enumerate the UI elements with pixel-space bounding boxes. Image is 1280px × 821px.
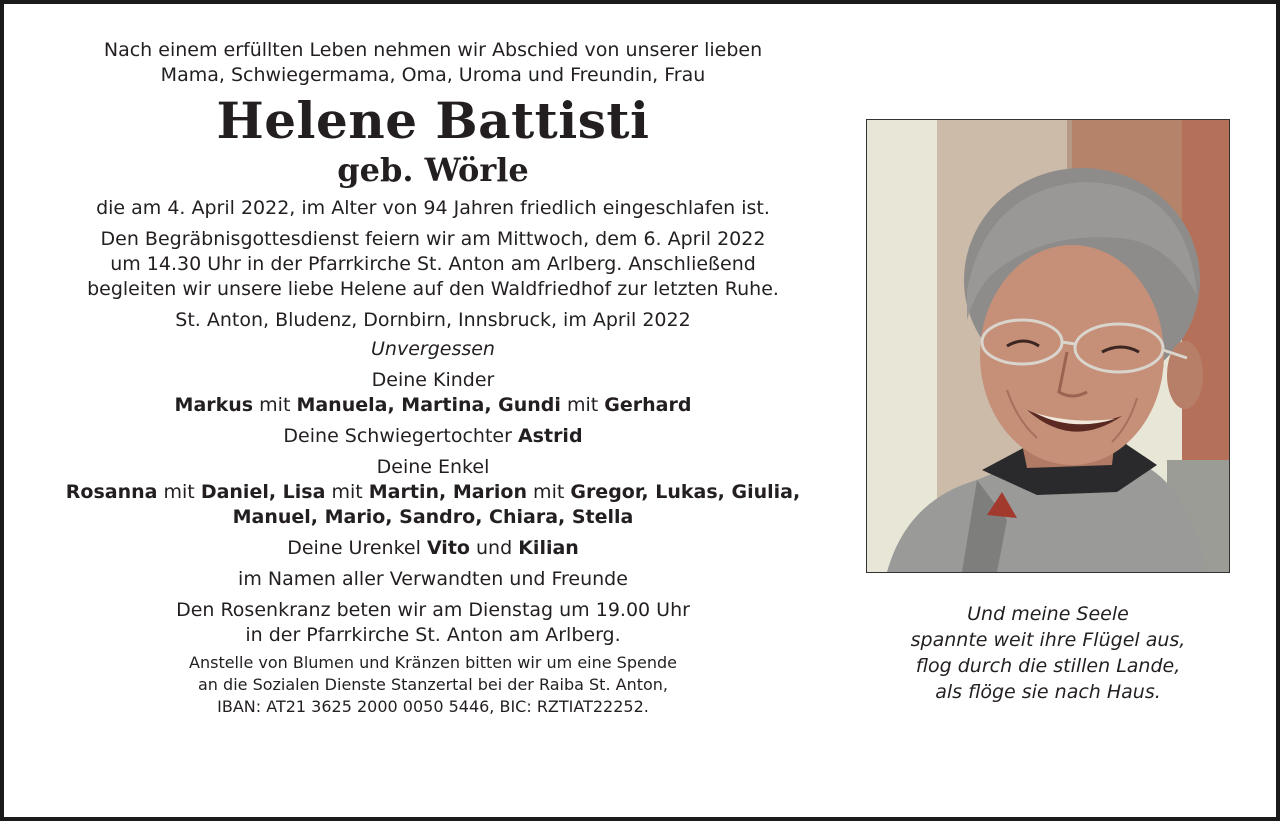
deceased-name: Helene Battisti [216,91,650,150]
funeral-line-2: um 14.30 Uhr in der Pfarrkirche St. Anton am Arlberg. Anschließend [110,253,756,275]
maiden-name: geb. Wörle [337,151,529,189]
funeral-line-3: begleiten wir unsere liebe Helene auf den Waldfriedhof zur letzten Ruhe. [87,278,779,300]
poem [866,601,1230,705]
intro-line-1: Nach einem erfüllten Leben nehmen wir Abschied von unserer lieben [103,39,763,61]
relatives-line: im Namen aller Verwandten und Freunde [238,568,628,590]
grandchildren-heading: Deine Enkel [376,456,490,478]
poem-line-1: Und meine Seele [967,603,1129,625]
unvergessen-line: Unvergessen [371,338,495,360]
donation-line-3: IBAN: AT21 3625 2000 0050 5446, BIC: RZTIAT22252. [217,697,649,716]
rosary-line-1: Den Rosenkranz beten wir am Dienstag um 19.00 Uhr [176,599,690,621]
portrait-illustration [867,120,1229,572]
poem-line-3: flog durch die stillen Lande, [915,655,1181,677]
donation-line-2: an die Sozialen Dienste Stanzertal bei der Raiba St. Anton, [198,675,668,694]
place-date: St. Anton, Bludenz, Dornbirn, Innsbruck, im April 2022 [175,309,691,331]
obituary-text-column [40,38,826,718]
funeral-line-1: Den Begräbnisgottesdienst feiern wir am Mittwoch, dem 6. April 2022 [100,228,766,250]
children-heading: Deine Kinder [371,369,495,391]
great-grandchildren-line: Deine Urenkel Vito und Kilian [287,537,579,559]
grandchildren-names-1: Rosanna mit Daniel, Lisa mit Martin, Marion mit Gregor, Lukas, Giulia, [65,481,801,503]
children-names: Markus mit Manuela, Martina, Gundi mit Gerhard [174,394,692,416]
intro-line-2: Mama, Schwiegermama, Oma, Uroma und Freundin, Frau [160,64,706,86]
grandchildren-names-2: Manuel, Mario, Sandro, Chiara, Stella [232,506,634,528]
portrait-photo [866,119,1230,573]
poem-line-2: spannte weit ihre Flügel aus, [910,629,1186,651]
passing-line: die am 4. April 2022, im Alter von 94 Jahren friedlich eingeschlafen ist. [96,197,770,219]
poem-line-4: als flöge sie nach Haus. [935,681,1161,703]
rosary-line-2: in der Pfarrkirche St. Anton am Arlberg. [245,624,621,646]
daughter-in-law-line: Deine Schwiegertochter Astrid [283,425,583,447]
donation-line-1: Anstelle von Blumen und Kränzen bitten wir um eine Spende [189,653,677,672]
